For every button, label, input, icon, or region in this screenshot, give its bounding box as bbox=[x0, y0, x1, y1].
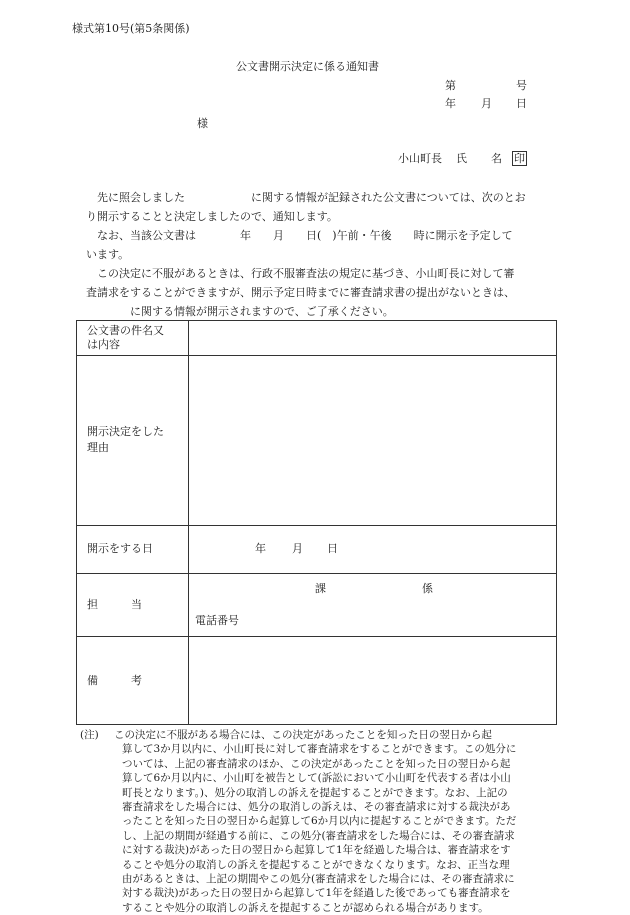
remarks-label-cell bbox=[76, 636, 189, 725]
date-field-year: 年 bbox=[255, 542, 266, 555]
sender-surname: 氏 bbox=[456, 152, 467, 165]
date-field-day: 日 bbox=[327, 542, 338, 555]
note-line: 由があるときは、上記の期間やこの処分(審査請求をした場合には、その審査請求に bbox=[122, 873, 515, 886]
body-line: 査請求をすることができますが、開示予定日時までに審査請求書の提出がないときは、 bbox=[86, 286, 515, 299]
body-line: 先に照会しました に関する情報が記録された公文書については、次のとお bbox=[97, 191, 526, 204]
remarks-label: 備 考 bbox=[87, 674, 142, 687]
note-line: 算して6か月以内に、小山町を被告として(訴訟において小山町を代表する者は小山 bbox=[122, 772, 511, 785]
date-label-cell bbox=[76, 525, 189, 574]
date-field[interactable] bbox=[188, 525, 557, 574]
note-line: 町長となります。)、処分の取消しの訴えを提起することができます。なお、上記の bbox=[122, 786, 508, 799]
seal-icon: 印 bbox=[514, 152, 525, 165]
contact-section: 課 bbox=[315, 582, 326, 595]
body-line: に関する情報が開示されますので、ご了承ください。 bbox=[86, 305, 394, 318]
note-line: ることや処分の取消しの訴えを提起することができなくなります。なお、正当な理 bbox=[122, 858, 510, 871]
doc-number-prefix: 第 bbox=[445, 79, 456, 92]
doc-name-field[interactable] bbox=[188, 320, 557, 356]
contact-subsection: 係 bbox=[422, 582, 433, 595]
note-line: し、上記の期間が経過する前に、この処分(審査請求をした場合には、その審査請求 bbox=[122, 829, 515, 842]
sender-given: 名 bbox=[491, 152, 502, 165]
note-line: することや処分の取消しの訴えを提起することが認められる場合があります。 bbox=[122, 901, 489, 914]
doc-name-label-line1: 公文書の件名又 bbox=[87, 324, 164, 337]
note-body bbox=[114, 728, 560, 915]
note-line: ったことを知った日の翌日から起算して6か月以内に提起することができます。ただ bbox=[122, 815, 517, 828]
disclosure-form-table bbox=[76, 320, 557, 725]
body-line: り開示することと決定しましたので、通知します。 bbox=[86, 210, 338, 223]
note-line: に対する裁決)があった日の翌日から起算して1年を経過した場合は、審査請求をす bbox=[122, 844, 511, 857]
addressee-suffix: 様 bbox=[197, 117, 208, 130]
document-title: 公文書開示決定に係る通知書 bbox=[236, 60, 379, 73]
body-line: なお、当該公文書は 年 月 日( )午前・午後 時に開示を予定して bbox=[97, 229, 513, 242]
note-line: ついては、上記の審査請求のほか、この決定があったことを知った日の翌日から起 bbox=[122, 757, 511, 770]
contact-label-cell bbox=[76, 573, 189, 637]
note-line: 審査請求をした場合には、処分の取消しの訴えは、その審査請求に対する裁決があ bbox=[122, 801, 511, 814]
reason-label-line1: 開示決定をした bbox=[87, 425, 164, 438]
doc-name-label-line2: は内容 bbox=[87, 338, 120, 351]
contact-phone: 電話番号 bbox=[195, 614, 239, 627]
seal-mark bbox=[510, 151, 527, 166]
doc-name-label-cell bbox=[76, 320, 189, 356]
body-line: この決定に不服があるときは、行政不服審査法の規定に基づき、小山町長に対して審 bbox=[97, 267, 515, 280]
contact-label: 担 当 bbox=[87, 598, 142, 611]
notice-body bbox=[86, 188, 554, 321]
note-line: 対する裁決)があった日の翌日から起算して1年を経過した後であっても審査請求を bbox=[122, 887, 511, 900]
sender-office: 小山町長 bbox=[398, 152, 442, 165]
date-label: 開示をする日 bbox=[87, 542, 153, 555]
date-day: 日 bbox=[516, 97, 527, 110]
date-month: 月 bbox=[481, 97, 492, 110]
note-line: この決定に不服がある場合には、この決定があったことを知った日の翌日から起 bbox=[114, 729, 492, 741]
reason-label-cell bbox=[76, 355, 189, 526]
note-head: (注) bbox=[80, 729, 99, 741]
date-field-month: 月 bbox=[292, 542, 303, 555]
reason-field[interactable] bbox=[188, 355, 557, 526]
body-line: います。 bbox=[86, 248, 130, 261]
reason-label-line2: 理由 bbox=[87, 441, 109, 454]
contact-field[interactable] bbox=[188, 573, 557, 637]
remarks-field[interactable] bbox=[188, 636, 557, 725]
form-number: 様式第10号(第5条関係) bbox=[72, 22, 190, 35]
note-line: 算して3か月以内に、小山町長に対して審査請求をすることができます。この処分に bbox=[122, 743, 517, 756]
doc-number-suffix: 号 bbox=[516, 79, 527, 92]
date-year: 年 bbox=[445, 97, 456, 110]
